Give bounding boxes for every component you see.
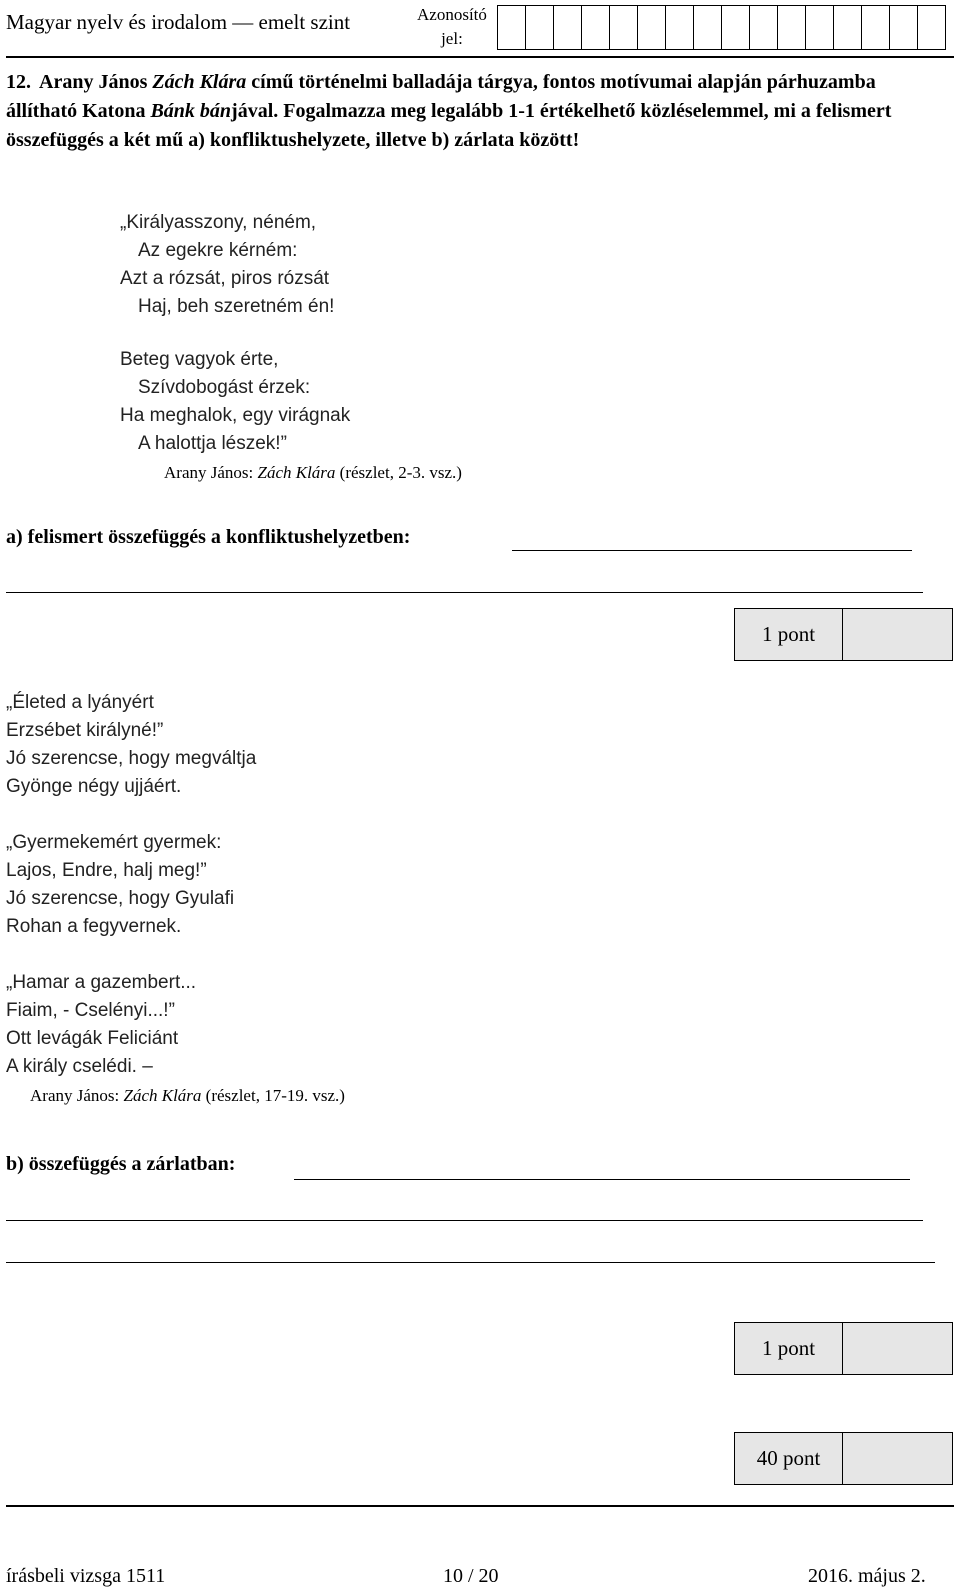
poem-line: Gyönge négy ujjáért. (6, 776, 182, 797)
score-label: 1 pont (735, 609, 843, 660)
poem-line: A király cselédi. – (6, 1056, 153, 1077)
id-box[interactable] (525, 5, 554, 50)
work-title: Zách Klára (152, 71, 247, 93)
id-box[interactable] (637, 5, 666, 50)
footer-exam-code: írásbeli vizsga 1511 (6, 1565, 166, 1587)
answer-line[interactable] (6, 592, 923, 593)
header-rule (6, 56, 954, 58)
score-label: 1 pont (735, 1323, 843, 1374)
header-title: Magyar nyelv és irodalom — emelt szint (6, 10, 351, 34)
poem-line: Jó szerencse, hogy Gyulafi (6, 888, 235, 909)
score-label: 40 pont (735, 1433, 843, 1484)
answer-line[interactable] (6, 1262, 935, 1263)
poem-line: Rohan a fegyvernek. (6, 916, 182, 937)
poem-line: Azt a rózsát, piros rózsát (120, 268, 330, 289)
id-box[interactable] (861, 5, 890, 50)
score-value-field[interactable] (843, 609, 952, 660)
id-box[interactable] (665, 5, 694, 50)
score-value-field[interactable] (843, 1433, 952, 1484)
id-label-line1: Azonosító (417, 5, 487, 24)
answer-line[interactable] (6, 1220, 923, 1221)
answer-line[interactable] (512, 550, 912, 551)
id-box[interactable] (553, 5, 582, 50)
poem-line: Beteg vagyok érte, (120, 349, 279, 370)
poem-line: Erzsébet királyné!” (6, 720, 164, 741)
id-box[interactable] (889, 5, 918, 50)
poem-line: Jó szerencse, hogy megváltja (6, 748, 257, 769)
poem-1-source: Arany János: Zách Klára (részlet, 2-3. vsz.) (164, 463, 462, 482)
poem-line: Haj, beh szeretném én! (138, 296, 335, 317)
id-box[interactable] (721, 5, 750, 50)
id-label (417, 3, 487, 51)
id-box[interactable] (609, 5, 638, 50)
score-value-field[interactable] (843, 1323, 952, 1374)
score-box-a (734, 608, 953, 661)
poem-line: A halottja lészek!” (138, 433, 287, 454)
footer-page-number: 10 / 20 (443, 1565, 499, 1587)
id-box[interactable] (581, 5, 610, 50)
poem-line: Lajos, Endre, halj meg!” (6, 860, 207, 881)
score-box-b (734, 1322, 953, 1375)
poem-line: Ott levágák Feliciánt (6, 1028, 179, 1049)
poem-line: Ha meghalok, egy virágnak (120, 405, 351, 426)
id-label-line2: jel: (441, 29, 463, 48)
part-a-label: a) felismert összefüggés a konfliktushelyzetben: (6, 526, 411, 548)
question-number: 12. (6, 71, 31, 93)
poem-2-source: Arany János: Zách Klára (részlet, 17-19. vsz.) (30, 1086, 345, 1105)
id-box[interactable] (833, 5, 862, 50)
part-b-label: b) összefüggés a zárlatban: (6, 1153, 236, 1175)
poem-line: „Hamar a gazembert... (6, 972, 197, 993)
id-box[interactable] (693, 5, 722, 50)
id-box[interactable] (749, 5, 778, 50)
poem-line: Szívdobogást érzek: (138, 377, 311, 398)
poem-line: „Életed a lyányért (6, 692, 154, 713)
score-box-total (734, 1432, 953, 1485)
poem-line: Az egekre kérném: (138, 240, 298, 261)
footer-date: 2016. május 2. (808, 1565, 926, 1587)
work2-title: Bánk bán (150, 100, 232, 122)
poem-line: „Királyasszony, néném, (120, 212, 317, 233)
id-box[interactable] (805, 5, 834, 50)
poem-line: „Gyermekemért gyermek: (6, 832, 222, 853)
id-box[interactable] (777, 5, 806, 50)
answer-line[interactable] (294, 1179, 910, 1180)
id-box[interactable] (497, 5, 526, 50)
poem-line: Fiaim, - Cselényi...!” (6, 1000, 175, 1021)
footer-rule (6, 1505, 954, 1507)
question-text: 12. Arany János Zách Klára című történelmi balladája tárgya, fontos motívumai alapján párhuzamba állítható Katona Bánk bánjával. Fogalmazza meg legalább 1-1 értékelhető közléselemmel, mi a felismert összefüggés a két mű a) konfliktushelyzete, illetve b) zárlata között! (6, 71, 892, 151)
id-box[interactable] (917, 5, 946, 50)
